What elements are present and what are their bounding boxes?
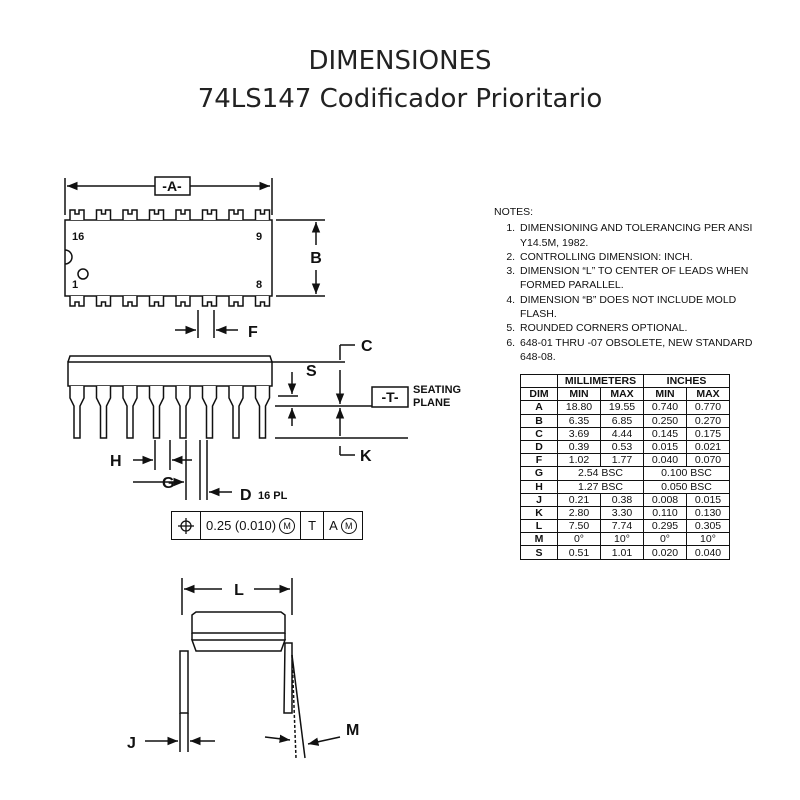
dim-A-label: -A- [162,178,182,194]
mm-max-cell: 3.30 [601,506,644,519]
pin [97,210,111,220]
mm-max-cell: 10° [601,533,644,546]
mm-min-cell: 18.80 [558,401,601,414]
dim-cell: A [521,401,558,414]
dim-cell: S [521,546,558,559]
table-row [521,480,730,493]
dim-S-label: S [306,363,317,380]
tolerance-value-cell [201,512,301,539]
datum-A-cell [324,512,362,539]
pin [176,296,190,306]
dim-G-label: G [162,475,175,492]
in-min-cell: 0.008 [644,493,687,506]
seating-plane-label-1: SEATING [413,384,462,396]
mm-min-cell: 0.21 [558,493,601,506]
mm-bsc-cell: 2.54 BSC [558,467,644,480]
table-row [521,440,730,453]
package-body-end [192,612,285,633]
in-max-cell: 0.015 [687,493,730,506]
pin [150,386,164,438]
pin [229,296,243,306]
package-body-top [65,220,272,296]
datum-T-label: -T- [381,389,399,405]
table-row [521,467,730,480]
pin [176,386,190,438]
pin [70,296,84,306]
pin [123,210,137,220]
page-title: DIMENSIONES [308,46,492,76]
table-row [521,520,730,533]
dim-H-label: H [110,453,122,470]
pin1-dot [78,269,88,279]
datum-T-ref: T [308,518,317,533]
pin [97,386,111,438]
in-max-cell: 0.270 [687,414,730,427]
page-subtitle: 74LS147 Codificador Prioritario [197,84,603,114]
header-mm-min: MIN [558,388,601,401]
in-max-cell: 0.021 [687,440,730,453]
pin [70,210,84,220]
mm-min-cell: 0.39 [558,440,601,453]
pin [203,210,217,220]
in-max-cell: 0.770 [687,401,730,414]
in-min-cell: 0° [644,533,687,546]
pin [176,210,190,220]
pin [256,296,270,306]
dim-cell: G [521,467,558,480]
note-item: 6. 648-01 THRU -07 OBSOLETE, NEW STANDARD 648-08. [518,336,760,365]
in-min-cell: 0.740 [644,401,687,414]
in-min-cell: 0.295 [644,520,687,533]
header-dim: DIM [521,388,558,401]
table-corner [521,375,558,388]
position-tolerance-frame [171,511,363,540]
dim-D-label: D [240,487,252,504]
dim-M-label: M [346,722,360,739]
mm-max-cell: 4.44 [601,427,644,440]
mm-max-cell: 0.38 [601,493,644,506]
table-row [521,546,730,559]
table-row [521,414,730,427]
header-in-max: MAX [687,388,730,401]
in-bsc-cell: 0.100 BSC [644,467,730,480]
in-max-cell: 0.130 [687,506,730,519]
pin1-notch [65,250,72,264]
top-pins [70,210,270,220]
datum-A-ref: A [329,518,338,533]
in-max-cell: 10° [687,533,730,546]
bottom-pins [70,296,270,306]
pin [123,296,137,306]
dim-cell: K [521,506,558,519]
mm-max-cell: 6.85 [601,414,644,427]
table-row [521,427,730,440]
mm-min-cell: 7.50 [558,520,601,533]
mm-min-cell: 0° [558,533,601,546]
dim-cell: H [521,480,558,493]
tolerance-value: 0.25 (0.010) [206,518,277,533]
pin [203,386,217,438]
mm-min-cell: 1.02 [558,454,601,467]
dim-L-label: L [234,582,244,599]
package-top-edge [68,356,272,362]
position-symbol-icon [172,512,201,539]
note-item: 4. DIMENSION “B” DOES NOT INCLUDE MOLD FLASH. [518,293,760,322]
pin [229,210,243,220]
seating-plane-label-2: PLANE [413,397,451,409]
notes-list [494,221,760,364]
pin-9-label: 9 [256,231,263,243]
mm-max-cell: 19.55 [601,401,644,414]
dim-cell: L [521,520,558,533]
note-item: 5. ROUNDED CORNERS OPTIONAL. [518,321,760,335]
header-millimeters: MILLIMETERS [558,375,644,388]
dim-cell: F [521,454,558,467]
in-max-cell: 0.070 [687,454,730,467]
dim-cell: B [521,414,558,427]
pin [229,386,243,438]
note-item: 1. DIMENSIONING AND TOLERANCING PER ANSI Y14.5M, 1982. [518,221,760,250]
dim-J-label: J [127,735,136,752]
dimensions-table [520,374,730,560]
pin-8-label: 8 [256,279,263,291]
mm-min-cell: 6.35 [558,414,601,427]
package-body-side [68,362,272,386]
table-row [521,454,730,467]
dim-cell: D [521,440,558,453]
dim-K-label: K [360,448,372,465]
pin-1-label: 1 [72,279,79,291]
in-max-cell: 0.040 [687,546,730,559]
mm-max-cell: 1.01 [601,546,644,559]
table-row [521,401,730,414]
table-row [521,506,730,519]
in-min-cell: 0.040 [644,454,687,467]
in-min-cell: 0.020 [644,546,687,559]
end-view [145,578,340,758]
pin [97,296,111,306]
header-mm-max: MAX [601,388,644,401]
header-in-min: MIN [644,388,687,401]
note-item: 2. CONTROLLING DIMENSION: INCH. [518,250,760,264]
table-row [521,493,730,506]
datum-T-cell [301,512,324,539]
dim-cell: J [521,493,558,506]
dim-D-suffix: 16 PL [258,490,288,502]
datum-A-mmc-modifier: M [341,518,357,534]
in-min-cell: 0.250 [644,414,687,427]
dim-cell: M [521,533,558,546]
dim-F-label: F [248,324,258,341]
in-max-cell: 0.175 [687,427,730,440]
in-max-cell: 0.305 [687,520,730,533]
mm-bsc-cell: 1.27 BSC [558,480,644,493]
table-row [521,533,730,546]
in-min-cell: 0.110 [644,506,687,519]
in-min-cell: 0.145 [644,427,687,440]
in-bsc-cell: 0.050 BSC [644,480,730,493]
pin [70,386,84,438]
mm-min-cell: 0.51 [558,546,601,559]
mm-max-cell: 0.53 [601,440,644,453]
in-min-cell: 0.015 [644,440,687,453]
dim-cell: C [521,427,558,440]
dim-B-label: B [310,250,322,267]
mm-min-cell: 2.80 [558,506,601,519]
notes-heading: NOTES: [494,206,534,218]
mmc-modifier: M [279,518,295,534]
mm-max-cell: 1.77 [601,454,644,467]
dim-C-label: C [361,338,373,355]
mm-max-cell: 7.74 [601,520,644,533]
pin-16-label: 16 [72,231,85,243]
pin [123,386,137,438]
header-inches: INCHES [644,375,730,388]
note-item: 3. DIMENSION “L” TO CENTER OF LEADS WHEN FORMED PARALLEL. [518,264,760,293]
notes-block [494,205,760,364]
pin [256,386,270,438]
side-pins [70,386,270,438]
pin [150,296,164,306]
top-view [65,177,325,338]
pin [150,210,164,220]
mm-min-cell: 3.69 [558,427,601,440]
pin [256,210,270,220]
pin [203,296,217,306]
